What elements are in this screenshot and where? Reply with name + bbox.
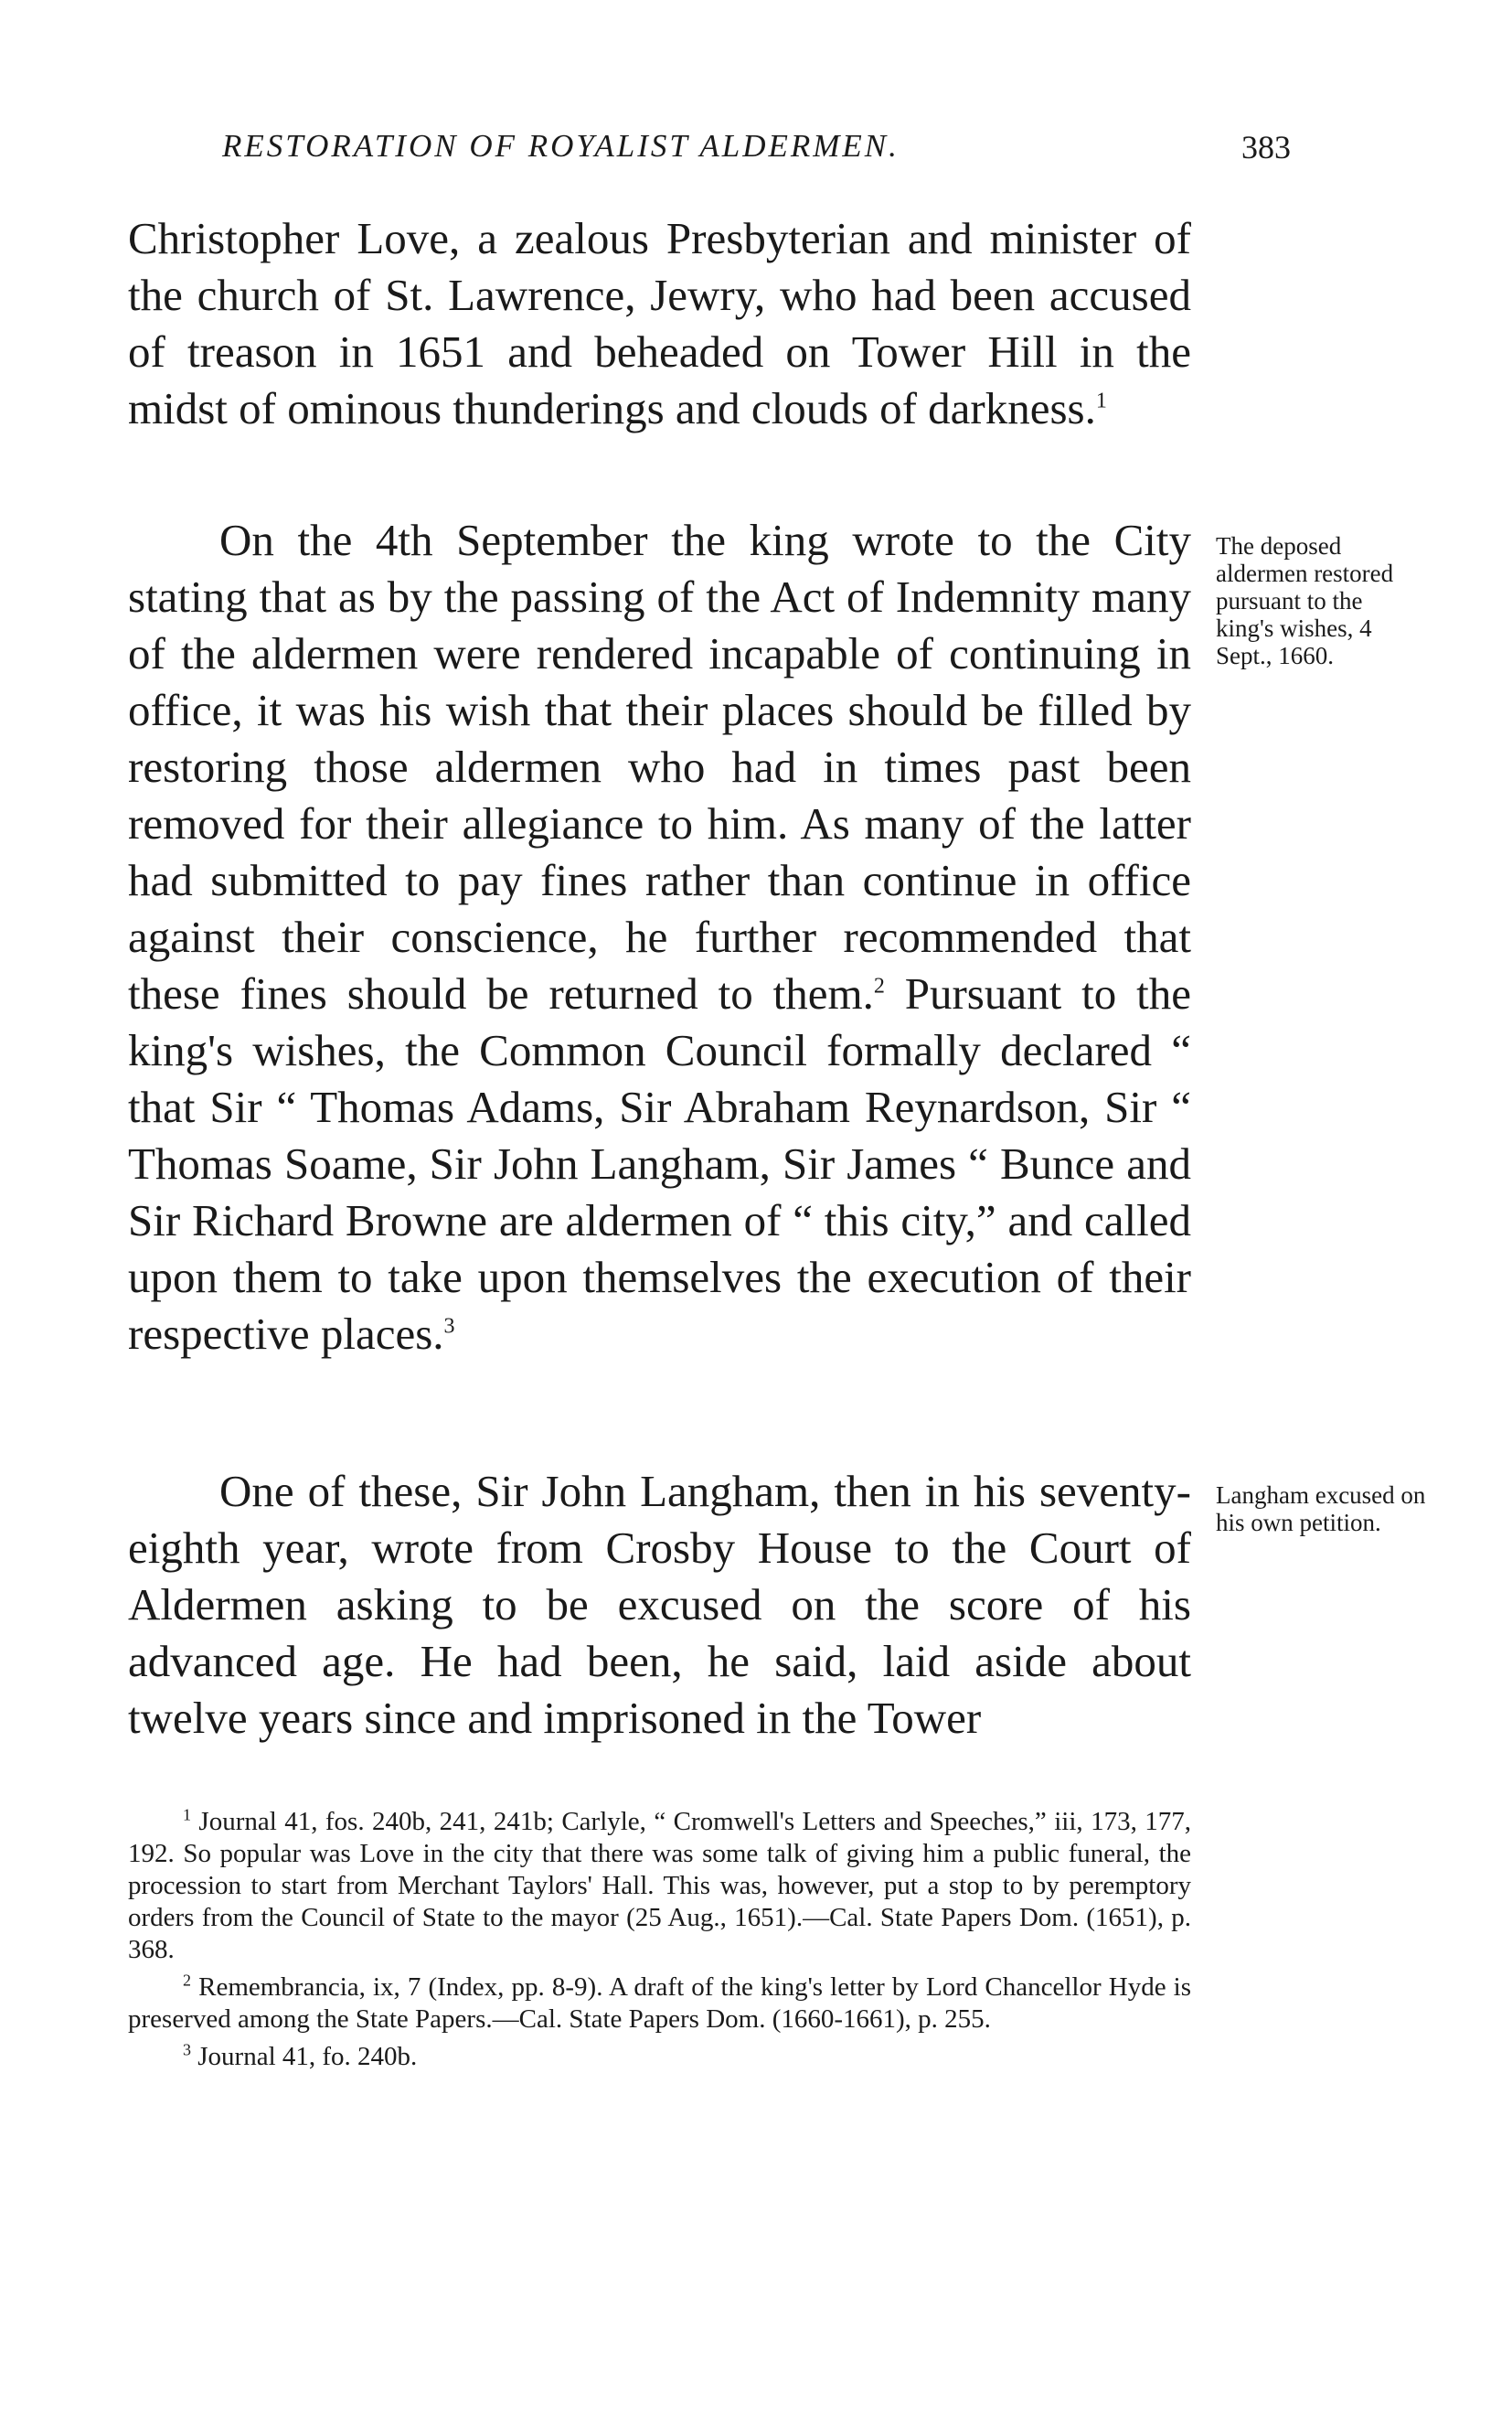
paragraph-2-text: On the 4th September the king wrote to the City stating that as by the passing of the Act of Indemnity many of the aldermen were rendered incapable of continuing in office, it was his wish that their places should be filled by restoring those aldermen who had in times past been removed for their allegiance to him. As many of the latter had submitted to pay fines rather than continue in office against their conscience, he further recommended that these fines should be returned to them. <box>128 515 1191 1019</box>
margin-note-deposed-aldermen: The deposed aldermen restored pursuant to the king's wishes, 4 Sept., 1660. <box>1216 532 1394 669</box>
paragraph-1 <box>128 210 1191 437</box>
paragraph-2 <box>128 512 1191 1362</box>
paragraph-3 <box>128 1463 1191 1747</box>
margin-note-langham: Langham excused on his own petition. <box>1216 1481 1426 1536</box>
running-head <box>128 128 1408 183</box>
footnote-2-text: Remembrancia, ix, 7 (Index, pp. 8-9). A draft of the king's letter by Lord Chancellor Hyde is preserved among the State Papers.—Cal. State Papers Dom. (1660-1661), p. 255. <box>128 1972 1192 2034</box>
footnote-3-text: Journal 41, fo. 240b. <box>197 2042 418 2071</box>
footnote-ref-2: 2 <box>873 974 885 999</box>
paragraph-3-text: One of these, Sir John Langham, then in his seventy-eighth year, wrote from Crosby House to the Court of Aldermen asking to be excused on the score of his advanced age. He had been, he said, laid aside about twelve years since and imprisoned in the Tower <box>128 1466 1191 1743</box>
running-title: RESTORATION OF ROYALIST ALDERMEN. <box>222 128 900 164</box>
footnotes <box>128 1806 1191 2078</box>
paragraph-1-text: Christopher Love, a zealous Presbyterian and minister of the church of St. Lawrence, Jewry, who had been accused of treason in 1651 and beheaded on Tower Hill in the midst of ominous thunderings and clouds of darkness. <box>128 213 1191 433</box>
paragraph-2b-text: Pursuant to the king's wishes, the Common Council formally declared “ that Sir “ Thomas Adams, Sir Abraham Reynardson, Sir “ Thomas Soame, Sir John Langham, Sir James “ Bunce and Sir Richard Browne are aldermen of “ this city,” and called upon them to take upon themselves the execution of their respective places. <box>128 968 1192 1359</box>
footnote-mark-3: 3 <box>183 2040 191 2059</box>
footnote-1-text: Journal 41, fos. 240b, 241, 241b; Carlyle, “ Cromwell's Letters and Speeches,” iii, 173, 177, 192. So popular was Love in the city that there was some talk of giving him a public funeral, the procession to start from Merchant Taylors' Hall. This was, however, put a stop to by peremptory orders from the Council of State to the mayor (25 Aug., 1651).—Cal. State Papers Dom. (1651), p. 368. <box>128 1807 1191 1964</box>
footnote-ref-1: 1 <box>1095 389 1107 413</box>
footnote-1 <box>128 1806 1191 1966</box>
footnote-mark-1: 1 <box>183 1805 191 1824</box>
footnote-2 <box>128 1972 1191 2036</box>
footnote-mark-2: 2 <box>183 1971 191 1990</box>
footnote-ref-3: 3 <box>443 1314 455 1339</box>
page-number: 383 <box>1241 129 1291 166</box>
footnote-3 <box>128 2041 1191 2073</box>
